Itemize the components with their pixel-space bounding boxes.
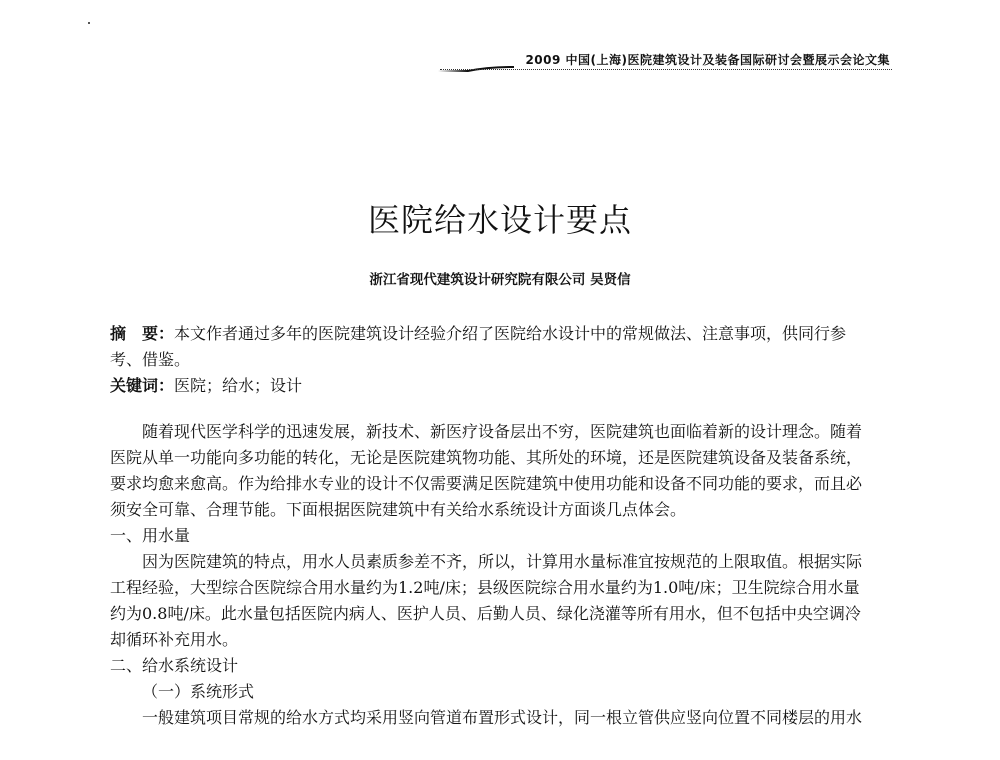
- section-2-line-1: 一般建筑项目常规的给水方式均采用竖向管道布置形式设计，同一根立管供应竖向位置不同楼层的用水: [142, 708, 863, 727]
- abstract-line-1: [110, 321, 890, 347]
- section-2-subheading: （一）系统形式: [142, 682, 255, 701]
- spacer: [110, 399, 890, 419]
- author-affiliation: 浙江省现代建筑设计研究院有限公司 吴贤信: [369, 272, 631, 288]
- section-1-line-2: 工程经验，大型综合医院综合用水量约为1.2吨/床；县级医院综合用水量约为1.0吨/床；卫生院综合用水量: [110, 578, 860, 597]
- section-1-heading: 一、用水量: [110, 526, 191, 545]
- article-body: [110, 321, 890, 731]
- intro-line-2: 医院从单一功能向多功能的转化，无论是医院建筑物功能、其所处的环境，还是医院建筑设备及装备系统，: [110, 448, 863, 467]
- section-1-line-3: 约为0.8吨/床。此水量包括医院内病人、医护人员、后勤人员、绿化浇灌等所有用水，但不包括中央空调冷: [110, 604, 861, 623]
- keywords-label: 关键词：: [110, 376, 175, 395]
- intro-line-1: 随着现代医学科学的迅速发展，新技术、新医疗设备层出不穷，医院建筑也面临着新的设计理念。随着: [142, 422, 863, 441]
- keywords-line: [110, 373, 890, 399]
- section-2-heading: 二、给水系统设计: [110, 656, 239, 675]
- section-1-line-1: 因为医院建筑的特点，用水人员素质参差不齐，所以，计算用水量标准宜按规范的上限取值。根据实际: [142, 552, 863, 571]
- abstract-label: 摘 要：: [110, 324, 175, 343]
- keywords-text: 医院；给水；设计: [174, 376, 303, 395]
- section-1-line-4: 却循环补充用水。: [110, 630, 239, 649]
- intro-line-3: 要求均愈来愈高。作为给排水专业的设计不仅需要满足医院建筑中使用功能和设备不同功能的要求，而且必: [110, 474, 863, 493]
- article-title: 医院给水设计要点: [367, 201, 632, 239]
- header-swoosh-ornament: [438, 64, 514, 72]
- scan-speck: [88, 22, 90, 24]
- abstract-line-2: 考、借鉴。: [110, 350, 191, 369]
- running-header: 2009 中国(上海)医院建筑设计及装备国际研讨会暨展示会论文集: [525, 53, 890, 67]
- intro-line-4: 须安全可靠、合理节能。下面根据医院建筑中有关给水系统设计方面谈几点体会。: [110, 500, 687, 519]
- abstract-text-1: 本文作者通过多年的医院建筑设计经验介绍了医院给水设计中的常规做法、注意事项，供同行参: [174, 324, 847, 343]
- header-rule: [440, 69, 892, 70]
